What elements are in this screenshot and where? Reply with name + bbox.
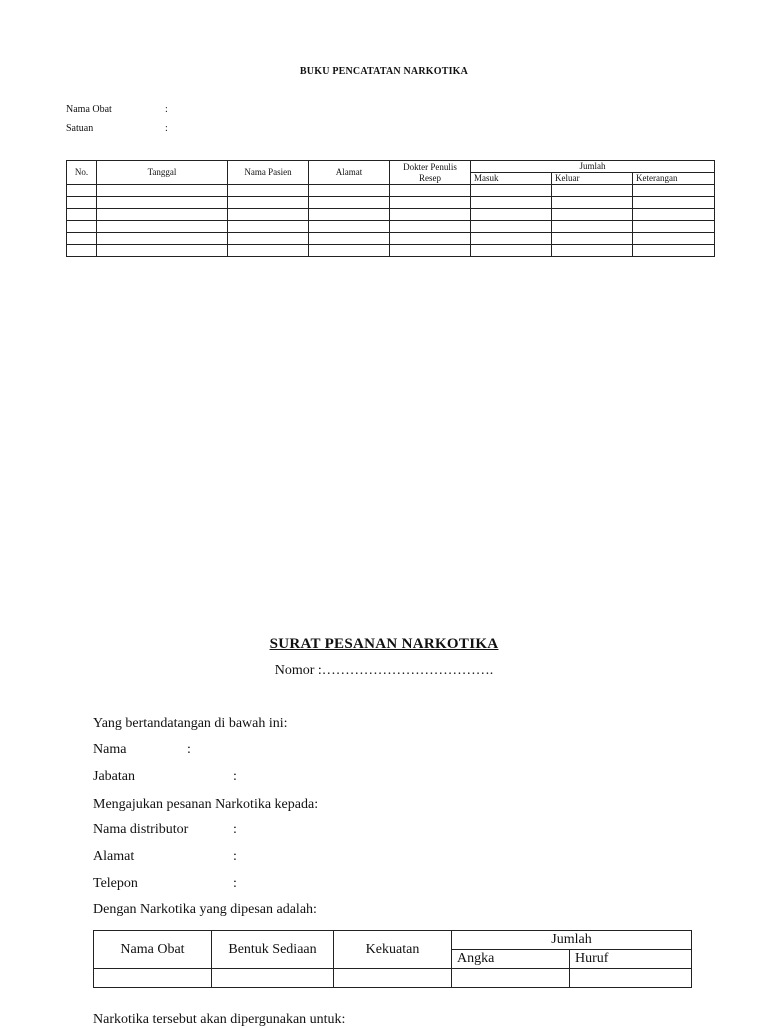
table-cell [471, 233, 552, 245]
register-row [67, 197, 715, 209]
col-masuk: Masuk [471, 173, 552, 185]
order-jabatan [93, 769, 237, 785]
order-nama-label: Nama [93, 742, 127, 757]
order-intro: Yang bertandatangan di bawah ini: [93, 716, 288, 731]
table-cell [633, 221, 715, 233]
field-satuan-label: Satuan [66, 123, 94, 134]
table-cell [309, 209, 390, 221]
order-nomor: Nomor :………………………………. [274, 663, 494, 678]
col-jumlah-order: Jumlah [452, 931, 692, 950]
order-footer: Narkotika tersebut akan dipergunakan untuk: [93, 1012, 346, 1027]
field-nama-obat-label: Nama Obat [66, 104, 112, 115]
order-dengan: Dengan Narkotika yang dipesan adalah: [93, 902, 317, 917]
table-cell [452, 969, 570, 988]
order-telepon-sep: : [233, 876, 237, 891]
col-huruf: Huruf [570, 950, 692, 969]
table-cell [552, 245, 633, 257]
table-cell [471, 185, 552, 197]
table-cell [67, 245, 97, 257]
col-keterangan: Keterangan [633, 173, 715, 185]
field-satuan [66, 123, 168, 134]
table-cell [334, 969, 452, 988]
order-alamat-sep: : [233, 849, 237, 864]
table-cell [228, 209, 309, 221]
table-cell [97, 197, 228, 209]
order-telepon-label: Telepon [93, 876, 138, 891]
register-row [67, 245, 715, 257]
field-nama-obat-sep: : [165, 104, 168, 115]
table-cell [390, 197, 471, 209]
order-alamat-label: Alamat [93, 849, 135, 864]
table-cell [97, 233, 228, 245]
order-row [94, 969, 692, 988]
register-row [67, 221, 715, 233]
table-cell [94, 969, 212, 988]
table-cell [97, 245, 228, 257]
order-nama-distributor [93, 822, 237, 838]
order-mengajukan: Mengajukan pesanan Narkotika kepada: [93, 797, 319, 812]
table-cell [552, 209, 633, 221]
table-cell [390, 221, 471, 233]
register-row [67, 185, 715, 197]
table-cell [552, 197, 633, 209]
table-cell [67, 185, 97, 197]
col-angka: Angka [452, 950, 570, 969]
table-cell [552, 221, 633, 233]
table-cell [228, 233, 309, 245]
order-alamat [93, 849, 237, 865]
table-cell [67, 197, 97, 209]
table-cell [390, 245, 471, 257]
table-cell [228, 221, 309, 233]
table-cell [633, 233, 715, 245]
table-cell [228, 197, 309, 209]
col-bentuk-sediaan: Bentuk Sediaan [212, 931, 334, 969]
register-row [67, 209, 715, 221]
col-kekuatan: Kekuatan [334, 931, 452, 969]
table-cell [228, 185, 309, 197]
table-cell [309, 245, 390, 257]
field-nama-obat [66, 104, 168, 115]
table-cell [633, 245, 715, 257]
col-tanggal: Tanggal [97, 161, 228, 185]
order-nama-distributor-sep: : [233, 822, 237, 837]
table-cell [309, 197, 390, 209]
register-row [67, 233, 715, 245]
table-cell [471, 245, 552, 257]
table-cell [633, 185, 715, 197]
table-cell [309, 221, 390, 233]
table-cell [67, 233, 97, 245]
order-title: SURAT PESANAN NARKOTIKA [269, 636, 499, 652]
table-cell [552, 233, 633, 245]
order-jabatan-sep: : [233, 769, 237, 784]
col-no: No. [67, 161, 97, 185]
order-nama-distributor-label: Nama distributor [93, 822, 189, 837]
table-cell [390, 233, 471, 245]
table-cell [390, 185, 471, 197]
col-nama-obat: Nama Obat [94, 931, 212, 969]
col-keluar: Keluar [552, 173, 633, 185]
register-title: BUKU PENCATATAN NARKOTIKA [299, 66, 469, 77]
register-table [66, 160, 715, 257]
table-cell [228, 245, 309, 257]
order-nama [93, 742, 191, 758]
table-cell [471, 197, 552, 209]
table-cell [97, 209, 228, 221]
table-cell [97, 185, 228, 197]
table-cell [97, 221, 228, 233]
field-satuan-sep: : [165, 123, 168, 134]
table-cell [67, 209, 97, 221]
order-table [93, 930, 692, 988]
table-cell [471, 209, 552, 221]
table-cell [309, 233, 390, 245]
table-cell [67, 221, 97, 233]
table-cell [309, 185, 390, 197]
table-cell [212, 969, 334, 988]
order-jabatan-label: Jabatan [93, 769, 135, 784]
col-nama-pasien: Nama Pasien [228, 161, 309, 185]
table-cell [390, 209, 471, 221]
order-nama-sep: : [187, 742, 191, 757]
table-cell [633, 209, 715, 221]
table-cell [471, 221, 552, 233]
table-cell [633, 197, 715, 209]
col-jumlah: Jumlah [471, 161, 715, 173]
col-dokter: Dokter Penulis Resep [390, 161, 471, 185]
col-alamat: Alamat [309, 161, 390, 185]
table-cell [552, 185, 633, 197]
order-telepon [93, 876, 237, 892]
table-cell [570, 969, 692, 988]
